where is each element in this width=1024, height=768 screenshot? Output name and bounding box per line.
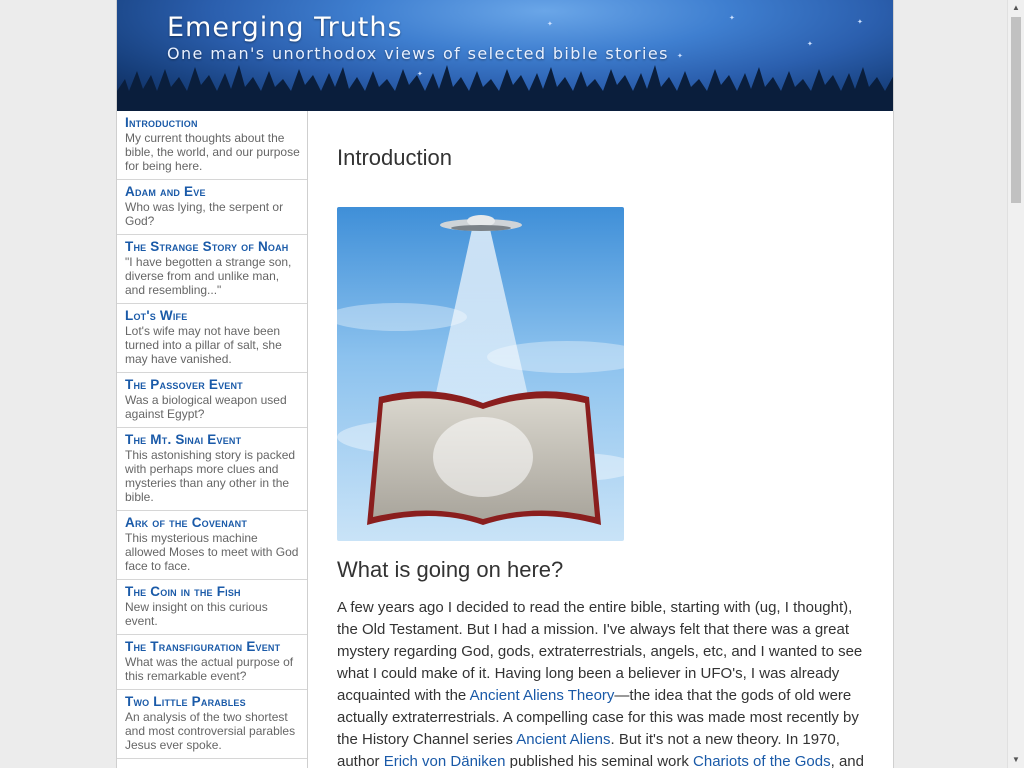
- nav-link[interactable]: Adam and Eve: [125, 184, 206, 199]
- sidebar-item-two-parables[interactable]: [117, 690, 307, 759]
- chariots-of-the-gods-link[interactable]: Chariots of the Gods: [693, 753, 831, 768]
- nav-description: An analysis of the two shortest and most controversial parables Jesus ever spoke.: [125, 710, 296, 752]
- intro-paragraph: [337, 597, 867, 768]
- nav-description: Who was lying, the serpent or God?: [125, 200, 284, 228]
- nav-description: My current thoughts about the bible, the world, and our purpose for being here.: [125, 131, 300, 173]
- nav-description: Lot's wife may not have been turned into a pillar of salt, she may have vanished.: [125, 324, 282, 366]
- paragraph-text: —the idea that the gods of old were actually extraterrestrials. A compelling case for this was made most recently by the History Channel series: [337, 687, 859, 748]
- nav-description: This astonishing story is packed with perhaps more clues and mysteries than any other in the bible.: [125, 448, 296, 504]
- sidebar-nav: [117, 111, 308, 768]
- sidebar-item-transfiguration[interactable]: [117, 635, 307, 690]
- site-title[interactable]: Emerging Truths: [167, 12, 403, 43]
- sidebar-item-lots-wife[interactable]: [117, 304, 307, 373]
- scroll-down-arrow-icon[interactable]: ▼: [1012, 755, 1020, 764]
- nav-link[interactable]: The Coin in the Fish: [125, 584, 241, 599]
- sidebar-item-passover[interactable]: [117, 373, 307, 428]
- page-container: [116, 0, 894, 768]
- nav-description: Was a biological weapon used against Egypt?: [125, 393, 287, 421]
- sidebar-item-noah[interactable]: [117, 235, 307, 304]
- sidebar-item-mt-sinai[interactable]: [117, 428, 307, 511]
- nav-link[interactable]: Introduction: [125, 115, 198, 130]
- grass-silhouette: [117, 61, 894, 111]
- nav-link[interactable]: The Mt. Sinai Event: [125, 432, 242, 447]
- paragraph-text: A few years ago I decided to read the entire bible, starting with (ug, I thought), the Old Testament. But I had a mission. I've always felt that there was a great mystery regarding God, gods, extraterrestrials, angels, etc, and I wanted to see what I could make of it. Having long been a believer in UFO's, I was already acquainted with the: [337, 599, 863, 704]
- scroll-up-arrow-icon[interactable]: ▲: [1012, 3, 1020, 12]
- page-title: Introduction: [337, 145, 452, 170]
- page-scrollbar[interactable]: [1007, 0, 1024, 768]
- paragraph-text: , and: [830, 753, 864, 768]
- erich-von-daniken-link[interactable]: Erich von Däniken: [383, 753, 506, 768]
- ufo-bible-illustration: [337, 207, 624, 541]
- scroll-thumb[interactable]: [1011, 17, 1021, 203]
- nav-description: What was the actual purpose of this remarkable event?: [125, 655, 294, 683]
- ancient-aliens-link[interactable]: Ancient Aliens: [516, 731, 611, 748]
- site-header-banner: ✦ ✦ ✦ ✦ ✦ ✦ Emerging Truths One man's unorthodox views of selected bible stories: [117, 0, 894, 111]
- nav-description: New insight on this curious event.: [125, 600, 268, 628]
- nav-description: "I have begotten a strange son, diverse from and unlike man, and resembling...": [125, 255, 292, 297]
- sidebar-item-coin-in-fish[interactable]: [117, 580, 307, 635]
- sidebar-item-introduction[interactable]: [117, 111, 307, 180]
- nav-link[interactable]: Lot's Wife: [125, 308, 188, 323]
- section-heading: What is going on here?: [337, 557, 564, 582]
- nav-link[interactable]: The Transfiguration Event: [125, 639, 281, 654]
- nav-description: This mysterious machine allowed Moses to meet with God face to face.: [125, 531, 299, 573]
- paragraph-text: published his seminal work: [505, 753, 694, 768]
- sidebar-item-ark-of-covenant[interactable]: [117, 511, 307, 580]
- nav-link[interactable]: Ark of the Covenant: [125, 515, 248, 530]
- nav-link[interactable]: Two Little Parables: [125, 694, 246, 709]
- nav-link[interactable]: The Passover Event: [125, 377, 243, 392]
- site-subtitle: One man's unorthodox views of selected bible stories: [167, 44, 669, 63]
- nav-link[interactable]: The Strange Story of Noah: [125, 239, 289, 254]
- paragraph-text: . But it's not a new theory. In 1970, author: [337, 731, 840, 768]
- main-content: [337, 111, 867, 768]
- sidebar-item-adam-and-eve[interactable]: [117, 180, 307, 235]
- ancient-aliens-theory-link[interactable]: Ancient Aliens Theory: [469, 687, 615, 704]
